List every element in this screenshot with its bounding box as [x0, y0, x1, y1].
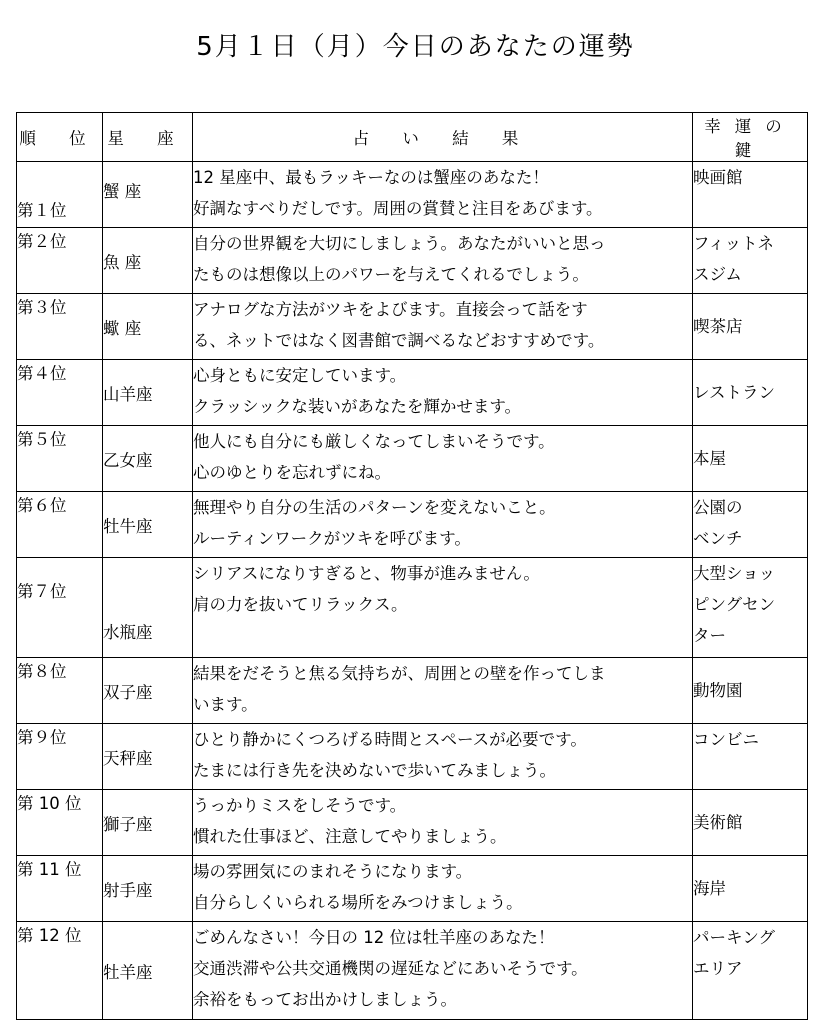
sign-cell: 牡牛座: [103, 492, 193, 558]
lucky-key-line: ベンチ: [693, 529, 743, 548]
table-row: [17, 294, 808, 360]
result-line: 肩の力を抜いてリラックス。: [193, 595, 408, 614]
lucky-key-cell: [693, 658, 808, 724]
result-line: 交通渋滞や公共交通機関の遅延などにあいそうです。: [193, 959, 588, 978]
lucky-key-cell: [693, 922, 808, 1020]
lucky-key-line: ピングセン: [693, 595, 776, 614]
result-cell: [193, 294, 693, 360]
lucky-key-line: 公園の: [693, 498, 743, 517]
rank-cell: 第３位: [17, 294, 103, 360]
lucky-key-cell: [693, 790, 808, 856]
result-cell: [193, 790, 693, 856]
lucky-key-line: コンビニ: [693, 730, 759, 749]
table-row: [17, 856, 808, 922]
result-cell: [193, 228, 693, 294]
table-row: [17, 724, 808, 790]
result-line: たまには行き先を決めないで歩いてみましょう。: [193, 761, 556, 780]
lucky-key-line: フィットネ: [693, 234, 775, 253]
fortune-table: [16, 112, 808, 1020]
result-line: たものは想像以上のパワーを与えてくれるでしょう。: [193, 265, 589, 284]
lucky-key-line: パーキング: [693, 928, 776, 947]
result-line: 好調なすべりだしです。周囲の賞賛と注目をあびます。: [193, 199, 603, 218]
sign-cell: 水瓶座: [103, 558, 193, 658]
table-row: [17, 658, 808, 724]
result-line: ルーティンワークがツキを呼びます。: [193, 529, 471, 548]
lucky-key-cell: [693, 856, 808, 922]
result-line: うっかりミスをしそうです。: [193, 796, 407, 815]
lucky-key-line: 喫茶店: [693, 317, 743, 336]
result-cell: [193, 658, 693, 724]
lucky-key-line: 動物園: [693, 681, 743, 700]
result-line: 心のゆとりを忘れずにね。: [193, 463, 391, 482]
result-line: います。: [193, 695, 258, 714]
lucky-key-cell: [693, 294, 808, 360]
table-row: [17, 790, 808, 856]
sign-cell: 天秤座: [103, 724, 193, 790]
result-line: シリアスになりすぎると、物事が進みません。: [193, 564, 540, 583]
rank-cell: 第 12 位: [17, 922, 103, 1020]
result-line: 12 星座中、最もラッキーなのは蟹座のあなた！: [193, 168, 549, 187]
result-cell: [193, 856, 693, 922]
result-cell: [193, 558, 693, 658]
lucky-key-line: 映画館: [693, 168, 743, 187]
rank-cell: 第 10 位: [17, 790, 103, 856]
result-line: 心身ともに安定しています。: [193, 366, 407, 385]
rank-cell: 第４位: [17, 360, 103, 426]
result-cell: [193, 360, 693, 426]
result-line: 結果をだそうと焦る気持ちが、周囲との壁を作ってしま: [193, 664, 606, 683]
rank-cell: 第 11 位: [17, 856, 103, 922]
result-line: クラッシックな装いがあなたを輝かせます。: [193, 397, 522, 416]
header-sign: 星 座: [103, 113, 193, 162]
result-line: 場の雰囲気にのまれそうになります。: [193, 862, 473, 881]
lucky-key-line: 美術館: [693, 813, 743, 832]
result-line: アナログな方法がツキをよびます。直接会って話をす: [193, 300, 588, 319]
rank-cell: 第７位: [17, 558, 103, 658]
rank-cell: 第９位: [17, 724, 103, 790]
lucky-key-line: 本屋: [693, 449, 726, 468]
table-row: [17, 922, 808, 1020]
result-cell: [193, 922, 693, 1020]
result-line: る、ネットではなく図書館で調べるなどおすすめです。: [193, 331, 605, 350]
sign-cell: 蟹 座: [103, 162, 193, 228]
lucky-key-line: レストラン: [693, 383, 776, 402]
result-cell: [193, 162, 693, 228]
rank-cell: 第１位: [17, 162, 103, 228]
lucky-key-line: ター: [693, 626, 726, 645]
result-cell: [193, 724, 693, 790]
result-line: ひとり静かにくつろげる時間とスペースが必要です。: [193, 730, 587, 749]
result-line: 無理やり自分の生活のパターンを変えないこと。: [193, 498, 556, 517]
result-line: ごめんなさい！今日の 12 位は牡羊座のあなた！: [193, 928, 555, 947]
sign-cell: 乙女座: [103, 426, 193, 492]
lucky-key-line: 大型ショッ: [693, 564, 776, 583]
lucky-key-line: スジム: [693, 265, 742, 284]
lucky-key-line: エリア: [693, 959, 743, 978]
sign-cell: 魚 座: [103, 228, 193, 294]
table-body: [17, 162, 808, 1020]
result-cell: [193, 492, 693, 558]
table-header-row: [17, 113, 808, 162]
result-line: 他人にも自分にも厳しくなってしまいそうです。: [193, 432, 555, 451]
header-result: 占 い 結 果: [193, 113, 693, 162]
lucky-key-cell: [693, 426, 808, 492]
sign-cell: 山羊座: [103, 360, 193, 426]
lucky-key-line: 海岸: [693, 879, 726, 898]
table-row: [17, 360, 808, 426]
lucky-key-cell: [693, 724, 808, 790]
result-line: 自分の世界観を大切にしましょう。あなたがいいと思っ: [193, 234, 606, 253]
sign-cell: 蠍 座: [103, 294, 193, 360]
page-title: 5月１日（月）今日のあなたの運勢: [196, 32, 635, 62]
rank-cell: 第８位: [17, 658, 103, 724]
rank-cell: 第２位: [17, 228, 103, 294]
rank-cell: 第６位: [17, 492, 103, 558]
table-row: [17, 426, 808, 492]
lucky-key-cell: [693, 360, 808, 426]
table-row: [17, 228, 808, 294]
table-row: [17, 558, 808, 658]
table-row: [17, 492, 808, 558]
lucky-key-cell: [693, 558, 808, 658]
lucky-key-cell: [693, 162, 808, 228]
table-row: [17, 162, 808, 228]
sign-cell: 獅子座: [103, 790, 193, 856]
result-cell: [193, 426, 693, 492]
sign-cell: 双子座: [103, 658, 193, 724]
result-line: 慣れた仕事ほど、注意してやりましょう。: [193, 827, 507, 846]
header-key: 幸運の鍵: [693, 113, 808, 162]
header-rank: 順 位: [17, 113, 103, 162]
sign-cell: 射手座: [103, 856, 193, 922]
result-line: 余裕をもってお出かけしましょう。: [193, 990, 457, 1009]
rank-cell: 第５位: [17, 426, 103, 492]
result-line: 自分らしくいられる場所をみつけましょう。: [193, 893, 523, 912]
sign-cell: 牡羊座: [103, 922, 193, 1020]
lucky-key-cell: [693, 492, 808, 558]
lucky-key-cell: [693, 228, 808, 294]
